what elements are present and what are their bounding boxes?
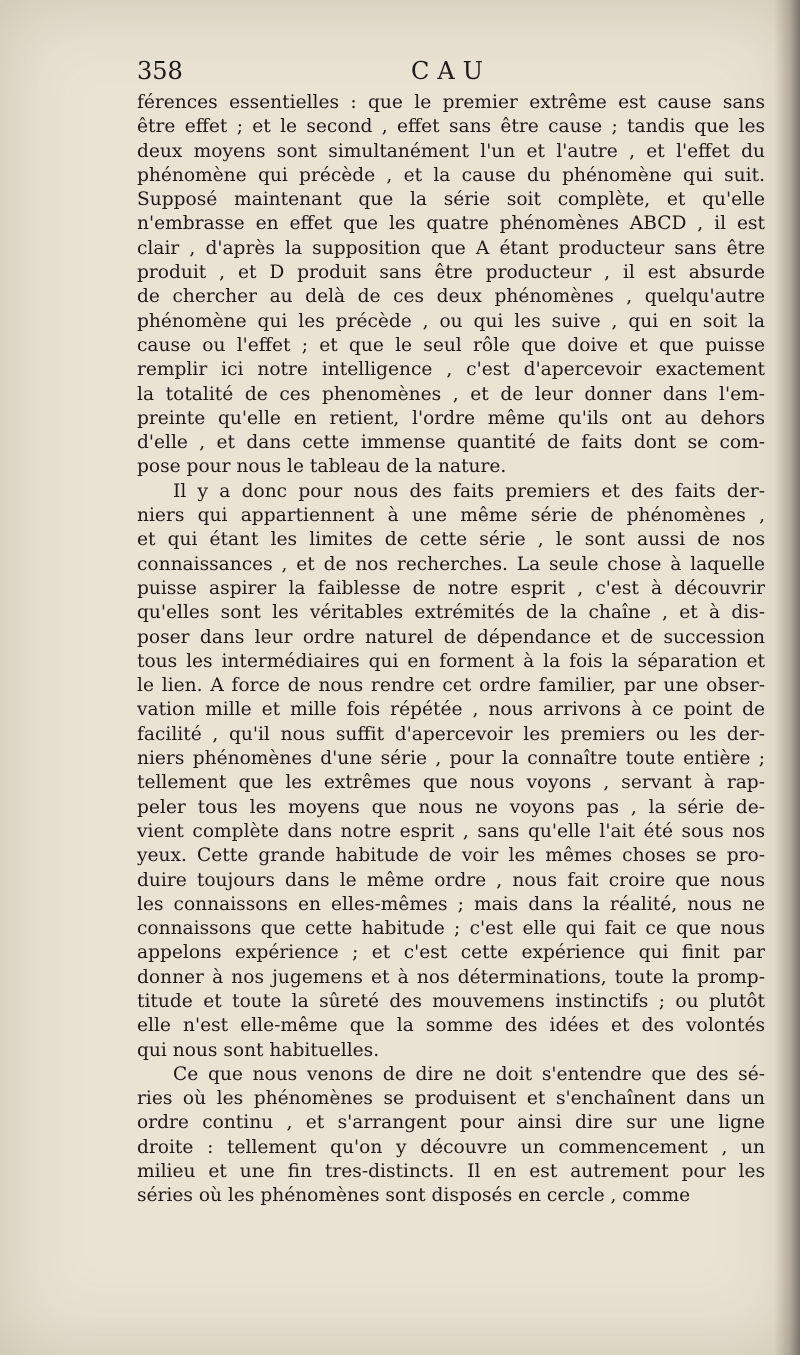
- text-line: les connaissons en elles-mêmes ; mais dans la réalité, nous ne: [137, 893, 765, 915]
- text-line: séries où les phénomènes sont disposés en cercle , comme: [137, 1185, 691, 1207]
- text-line: phénomène qui précède , et la cause du phénomène qui suit.: [137, 164, 765, 186]
- text-line: ordre continu , et s'arrangent pour ainsi dire sur une ligne: [137, 1112, 765, 1134]
- page-header: [137, 56, 765, 90]
- text-line: titude et toute la sûreté des mouvemens instinctifs ; ou plutôt: [137, 990, 765, 1012]
- page-gutter-shadow: [774, 0, 800, 1355]
- text-line: donner à nos jugemens et à nos déterminations, toute la promp-: [137, 966, 765, 988]
- body-text: [137, 91, 765, 1209]
- text-line: Ce que nous venons de dire ne doit s'entendre que des sé-: [173, 1063, 765, 1085]
- text-line: pose pour nous le tableau de la nature.: [137, 456, 507, 478]
- text-line: milieu et une fin tres-distincts. Il en est autrement pour les: [137, 1161, 765, 1183]
- text-line: qui nous sont habituelles.: [137, 1039, 380, 1061]
- text-line: niers qui appartiennent à une même série de phénomènes ,: [137, 505, 765, 527]
- text-line: de chercher au delà de ces deux phénomènes , quelqu'autre: [137, 286, 765, 308]
- text-line: vation mille et mille fois répétée , nous arrivons à ce point de: [137, 699, 765, 721]
- text-line: cause ou l'effet ; et que le seul rôle que doive et que puisse: [137, 334, 765, 356]
- text-line: produit , et D produit sans être producteur , il est absurde: [137, 262, 765, 284]
- text-line: vient complète dans notre esprit , sans qu'elle l'ait été sous nos: [137, 820, 765, 842]
- text-line: phénomène qui les précède , ou qui les suive , qui en soit la: [137, 310, 765, 332]
- text-line: tellement que les extrêmes que nous voyons , servant à rap-: [137, 772, 765, 794]
- text-line: connaissances , et de nos recherches. La seule chose à laquelle: [137, 553, 765, 575]
- text-line: la totalité de ces phenomènes , et de leur donner dans l'em-: [137, 383, 765, 405]
- text-line: droite : tellement qu'on y découvre un commencement , un: [137, 1136, 765, 1158]
- text-line: Il y a donc pour nous des faits premiers et des faits der-: [173, 480, 765, 502]
- text-line: n'embrasse en effet que les quatre phénomènes ABCD , il est: [137, 213, 765, 235]
- page-number: 358: [137, 57, 183, 85]
- text-line: puisse aspirer la faiblesse de notre esprit , c'est à découvrir: [137, 577, 765, 599]
- text-line: facilité , qu'il nous suffit d'apercevoir les premiers ou les der-: [137, 723, 765, 745]
- text-line: férences essentielles : que le premier extrême est cause sans: [137, 92, 765, 113]
- text-line: et qui étant les limites de cette série , le sont aussi de nos: [137, 529, 765, 551]
- text-line: Supposé maintenant que la série soit complète, et qu'elle: [137, 189, 765, 211]
- paragraph: [137, 480, 765, 1063]
- text-line: remplir ici notre intelligence , c'est d'apercevoir exactement: [137, 359, 765, 381]
- text-line: qu'elles sont les véritables extrémités de la chaîne , et à dis-: [137, 602, 765, 624]
- text-line: clair , d'après la supposition que A étant producteur sans être: [137, 237, 765, 259]
- paragraph: [137, 91, 765, 480]
- text-line: être effet ; et le second , effet sans être cause ; tandis que les: [137, 116, 765, 138]
- text-line: duire toujours dans le même ordre , nous fait croire que nous: [137, 869, 765, 891]
- text-line: yeux. Cette grande habitude de voir les mêmes choses se pro-: [137, 845, 765, 867]
- text-line: elle n'est elle-même que la somme des idées et des volontés: [137, 1015, 765, 1037]
- text-line: d'elle , et dans cette immense quantité de faits dont se com-: [137, 432, 765, 454]
- text-line: niers phénomènes d'une série , pour la connaître toute entière ;: [137, 748, 765, 770]
- text-line: poser dans leur ordre naturel de dépendance et de succession: [137, 626, 765, 648]
- text-line: peler tous les moyens que nous ne voyons pas , la série de-: [137, 796, 765, 818]
- text-line: le lien. A force de nous rendre cet ordre familier, par une obser-: [137, 675, 765, 697]
- text-line: preinte qu'elle en retient, l'ordre même qu'ils ont au dehors: [137, 407, 765, 429]
- text-line: appelons expérience ; et c'est cette expérience qui finit par: [137, 942, 765, 964]
- text-line: tous les intermédiaires qui en forment à la fois la séparation et: [137, 650, 765, 672]
- text-line: deux moyens sont simultanément l'un et l'autre , et l'effet du: [137, 140, 765, 162]
- text-line: ries où les phénomènes se produisent et s'enchaînent dans un: [137, 1088, 765, 1110]
- paragraph: [137, 1063, 765, 1209]
- running-head: CAU: [411, 57, 491, 85]
- text-line: connaissons que cette habitude ; c'est elle qui fait ce que nous: [137, 918, 765, 940]
